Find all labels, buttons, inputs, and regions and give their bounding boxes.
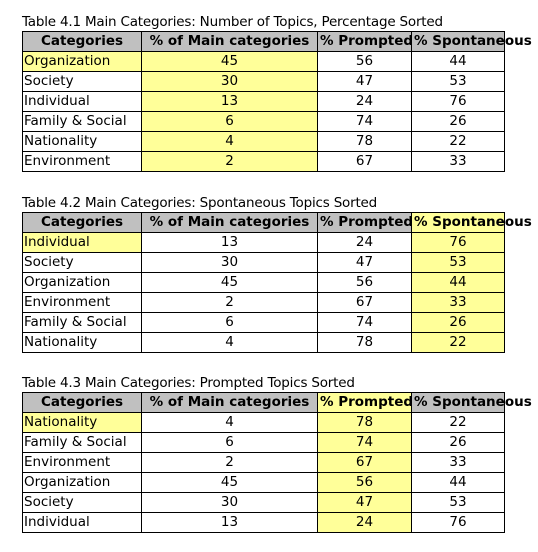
header-main-categories: % of Main categories [142,213,318,233]
header-main-categories: % of Main categories [142,32,318,52]
category-cell: Nationality [23,413,142,433]
table-row [23,132,505,152]
main-cell: 2 [142,293,318,313]
main-cell: 13 [142,233,318,253]
spontaneous-cell: 33 [412,293,505,313]
table-row [23,273,505,293]
main-cell: 2 [142,152,318,172]
header-spontaneous: % Spontaneous [412,393,505,413]
category-cell: Society [23,493,142,513]
main-cell: 45 [142,52,318,72]
main-cell: 13 [142,92,318,112]
table-caption: Table 4.2 Main Categories: Spontaneous Topics Sorted [22,195,378,211]
prompted-cell: 67 [318,453,412,473]
table-block-4-2 [22,195,532,353]
category-cell: Nationality [23,333,142,353]
prompted-cell: 78 [318,333,412,353]
table-block-4-1 [22,14,532,172]
header-row [23,32,505,52]
header-prompted: % Prompted [318,32,412,52]
table-caption: Table 4.3 Main Categories: Prompted Topics Sorted [22,375,355,391]
main-cell: 30 [142,72,318,92]
main-cell: 2 [142,453,318,473]
prompted-cell: 47 [318,72,412,92]
header-row [23,393,505,413]
header-prompted: % Prompted [318,213,412,233]
prompted-cell: 24 [318,92,412,112]
prompted-cell: 47 [318,493,412,513]
table-row [23,473,505,493]
category-cell: Individual [23,92,142,112]
data-table [22,212,532,353]
table-row [23,233,505,253]
main-cell: 6 [142,313,318,333]
table-row [23,72,505,92]
category-cell: Family & Social [23,433,142,453]
main-cell: 45 [142,273,318,293]
category-cell: Environment [23,453,142,473]
category-cell: Society [23,72,142,92]
data-table [22,392,532,533]
prompted-cell: 56 [318,273,412,293]
category-cell: Nationality [23,132,142,152]
main-cell: 4 [142,333,318,353]
table-row [23,92,505,112]
prompted-cell: 56 [318,473,412,493]
main-cell: 6 [142,112,318,132]
main-cell: 13 [142,513,318,533]
table-row [23,253,505,273]
category-cell: Individual [23,513,142,533]
spontaneous-cell: 44 [412,473,505,493]
table-row [23,333,505,353]
spontaneous-cell: 44 [412,273,505,293]
data-table [22,31,532,172]
table-row [23,152,505,172]
header-row [23,213,505,233]
table-block-4-3 [22,375,532,533]
category-cell: Organization [23,273,142,293]
spontaneous-cell: 53 [412,253,505,273]
category-cell: Environment [23,152,142,172]
category-cell: Organization [23,52,142,72]
header-spontaneous: % Spontaneous [412,213,505,233]
header-spontaneous: % Spontaneous [412,32,505,52]
spontaneous-cell: 26 [412,112,505,132]
main-cell: 4 [142,413,318,433]
table-caption: Table 4.1 Main Categories: Number of Topics, Percentage Sorted [22,14,443,30]
main-cell: 45 [142,473,318,493]
spontaneous-cell: 53 [412,72,505,92]
main-cell: 6 [142,433,318,453]
header-main-categories: % of Main categories [142,393,318,413]
spontaneous-cell: 22 [412,132,505,152]
table-row [23,433,505,453]
spontaneous-cell: 44 [412,52,505,72]
prompted-cell: 67 [318,293,412,313]
spontaneous-cell: 22 [412,413,505,433]
category-cell: Organization [23,473,142,493]
spontaneous-cell: 76 [412,233,505,253]
prompted-cell: 24 [318,513,412,533]
prompted-cell: 56 [318,52,412,72]
spontaneous-cell: 33 [412,453,505,473]
table-row [23,313,505,333]
spontaneous-cell: 53 [412,493,505,513]
prompted-cell: 47 [318,253,412,273]
header-categories: Categories [23,393,142,413]
spontaneous-cell: 26 [412,313,505,333]
prompted-cell: 74 [318,433,412,453]
main-cell: 30 [142,253,318,273]
category-cell: Family & Social [23,112,142,132]
header-prompted: % Prompted [318,393,412,413]
prompted-cell: 67 [318,152,412,172]
prompted-cell: 24 [318,233,412,253]
prompted-cell: 78 [318,413,412,433]
category-cell: Environment [23,293,142,313]
main-cell: 4 [142,132,318,152]
spontaneous-cell: 76 [412,92,505,112]
category-cell: Society [23,253,142,273]
table-row [23,493,505,513]
prompted-cell: 74 [318,313,412,333]
spontaneous-cell: 22 [412,333,505,353]
table-row [23,112,505,132]
category-cell: Family & Social [23,313,142,333]
prompted-cell: 74 [318,112,412,132]
category-cell: Individual [23,233,142,253]
header-categories: Categories [23,213,142,233]
header-categories: Categories [23,32,142,52]
table-row [23,453,505,473]
spontaneous-cell: 33 [412,152,505,172]
spontaneous-cell: 76 [412,513,505,533]
prompted-cell: 78 [318,132,412,152]
table-row [23,413,505,433]
spontaneous-cell: 26 [412,433,505,453]
table-row [23,293,505,313]
table-row [23,52,505,72]
main-cell: 30 [142,493,318,513]
table-row [23,513,505,533]
